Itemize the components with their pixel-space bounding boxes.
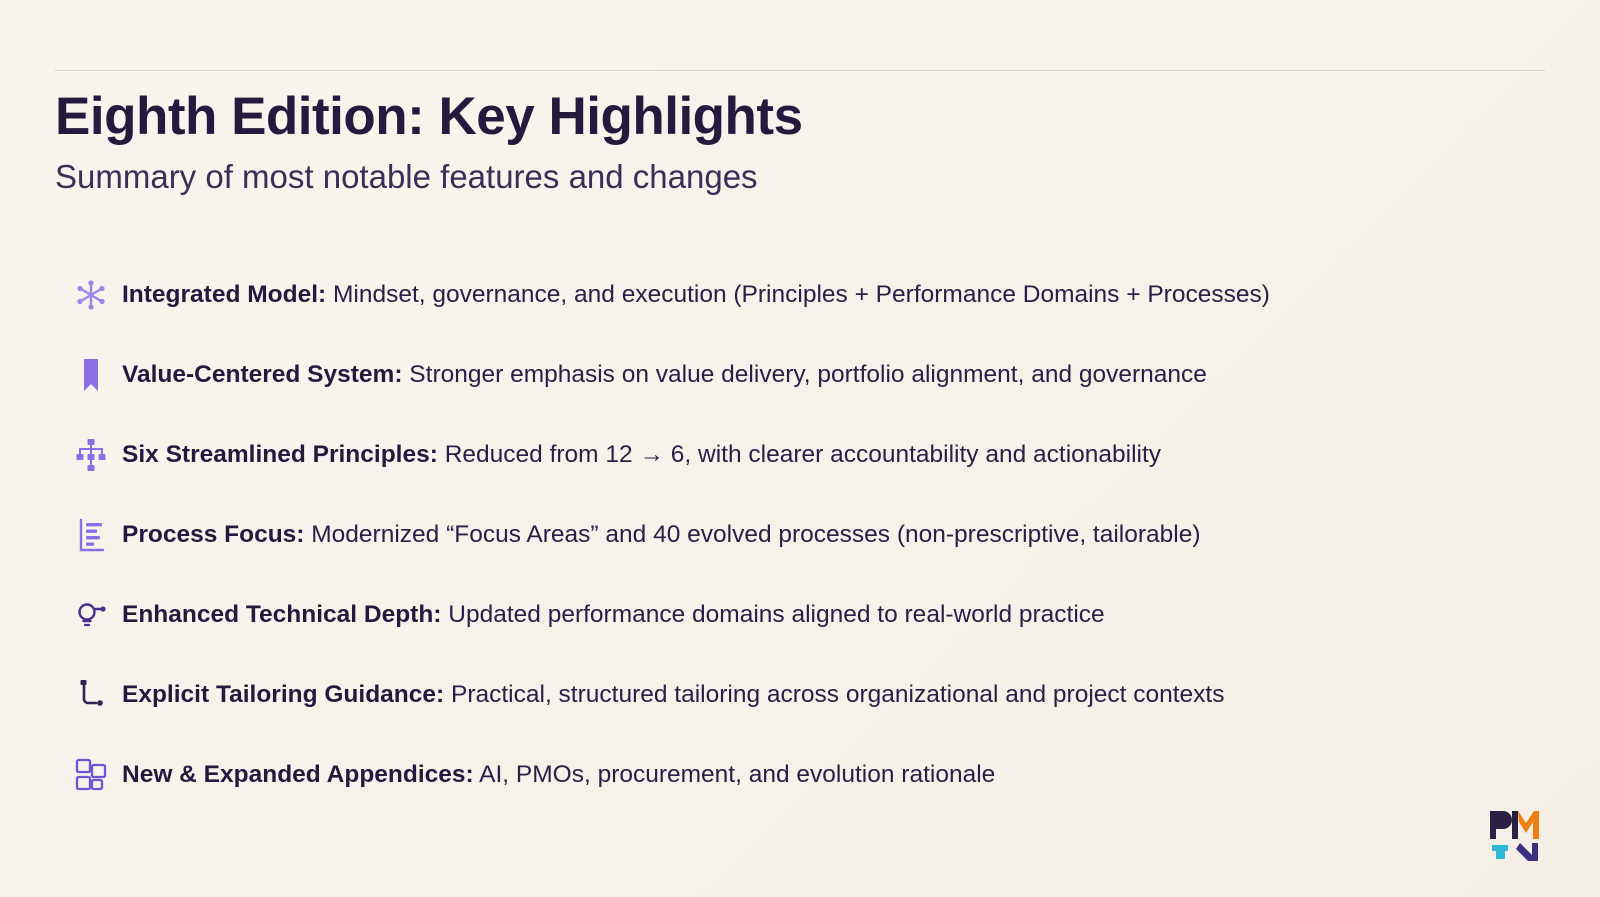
- list-item-text: [122, 760, 995, 791]
- list-item: [60, 255, 1545, 335]
- list-item-text: [122, 680, 1225, 711]
- asterisk-node-icon: [60, 271, 122, 319]
- list-item-lead: Explicit Tailoring Guidance:: [122, 680, 445, 708]
- stacked-squares-icon: [60, 751, 122, 799]
- list-item-body: Reduced from 12 → 6, with clearer accountability and actionability: [437, 440, 1162, 468]
- slide-header: [55, 88, 1545, 197]
- list-item-lead: Six Streamlined Principles:: [122, 440, 438, 468]
- list-item-lead: Integrated Model:: [122, 280, 327, 308]
- highlights-list: [60, 255, 1545, 815]
- list-item: [60, 735, 1545, 815]
- pmi-logo: [1486, 807, 1548, 861]
- list-item-body: Practical, structured tailoring across organizational and project contexts: [444, 680, 1225, 708]
- list-item-text: [122, 360, 1207, 391]
- list-item-lead: Process Focus:: [122, 520, 305, 548]
- list-item-body: Modernized “Focus Areas” and 40 evolved processes (non-prescriptive, tailorable): [304, 520, 1201, 548]
- lightbulb-idea-icon: [60, 591, 122, 639]
- header-divider: [55, 70, 1545, 71]
- list-item-body: Updated performance domains aligned to real-world practice: [441, 600, 1105, 628]
- list-item: [60, 655, 1545, 735]
- list-item: [60, 335, 1545, 415]
- list-item-lead: Value-Centered System:: [122, 360, 403, 388]
- list-item-body: Mindset, governance, and execution (Principles + Performance Domains + Processes): [326, 280, 1270, 308]
- document-list-icon: [60, 511, 122, 559]
- list-item-text: [122, 520, 1201, 551]
- bookmark-icon: [60, 351, 122, 399]
- list-item: [60, 575, 1545, 655]
- list-item-text: [122, 280, 1270, 311]
- list-item: [60, 415, 1545, 495]
- list-item: [60, 495, 1545, 575]
- list-item-body: AI, PMOs, procurement, and evolution rationale: [473, 760, 996, 788]
- hierarchy-nodes-icon: [60, 431, 122, 479]
- page-subtitle: Summary of most notable features and changes: [55, 158, 758, 196]
- list-item-text: [122, 440, 1161, 471]
- list-item-body: Stronger emphasis on value delivery, portfolio alignment, and governance: [402, 360, 1207, 388]
- list-item-lead: Enhanced Technical Depth:: [122, 600, 442, 628]
- list-item-lead: New & Expanded Appendices:: [122, 760, 474, 788]
- branch-arrow-icon: [60, 671, 122, 719]
- list-item-text: [122, 600, 1105, 631]
- page-title: Eighth Edition: Key Highlights: [55, 87, 803, 146]
